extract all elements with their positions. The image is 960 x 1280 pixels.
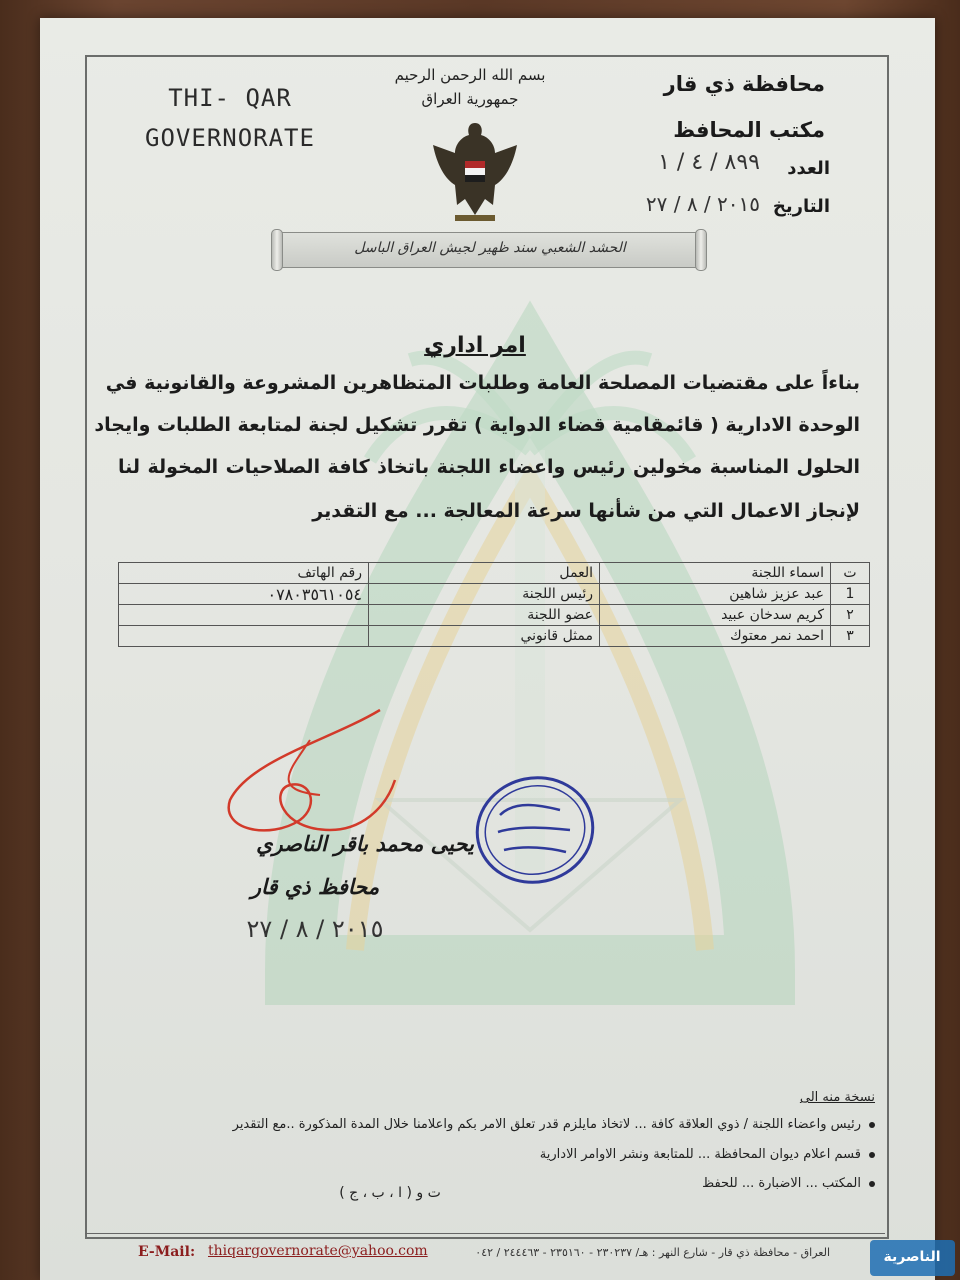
table-row xyxy=(119,626,870,647)
bullet-icon xyxy=(869,1152,875,1158)
bismillah: بسم الله الرحمن الرحيم xyxy=(394,66,546,84)
member-role: عضو اللجنة xyxy=(369,605,600,626)
copy-recipient-item xyxy=(140,1147,875,1162)
table-row xyxy=(119,584,870,605)
committee-table xyxy=(118,562,870,647)
copy-recipient-text: قسم اعلام ديوان المحافظة ... للمتابعة ونشر الاوامر الادارية xyxy=(539,1147,861,1162)
footer-address: العراق - محافظة ذي قار - شارع النهر : هـ/ ٢٣٠٢٣٧ - ٢٣٥١٦٠ - ٢٤٤٤٦٣ / ٠٤٢ xyxy=(475,1246,830,1259)
table-header-row xyxy=(119,563,870,584)
member-phone xyxy=(119,605,369,626)
member-role: ممثل قانوني xyxy=(369,626,600,647)
official-stamp xyxy=(470,770,600,890)
member-name: احمد نمر معتوك xyxy=(600,626,831,647)
header-job: العمل xyxy=(369,563,600,584)
order-body-line: الوحدة الادارية ( قائمقامية قضاء الدواية ) تقرر تشكيل لجنة لمتابعة الطلبات وايجاد xyxy=(94,414,860,436)
order-body-line: لإنجاز الاعمال التي من شأنها سرعة المعالجة ... مع التقدير xyxy=(312,500,860,522)
distribution-code: ت و ( ا ، ب ، ج ) xyxy=(339,1185,441,1201)
email-link[interactable]: thiqargovernorate@yahoo.com xyxy=(208,1243,428,1259)
governorate-english-name-text: THI- QAR GOVERNORATE xyxy=(145,84,315,152)
site-logo-text: الناصرية xyxy=(883,1249,941,1265)
signer-title: محافظ ذي قار xyxy=(250,875,380,899)
number-label: العدد xyxy=(787,158,830,179)
iraq-eagle-emblem-icon xyxy=(425,115,525,225)
governorate-arabic-name: محافظة ذي قار xyxy=(663,72,825,96)
slogan-text: الحشد الشعبي سند ظهير لجيش العراق الباسل xyxy=(354,240,626,256)
table-row xyxy=(119,605,870,626)
bullet-icon xyxy=(869,1181,875,1187)
signer-name: يحيى محمد باقر الناصري xyxy=(256,832,474,856)
member-phone xyxy=(119,626,369,647)
member-phone: ٠٧٨٠٣٥٦١٠٥٤ xyxy=(119,584,369,605)
date-label: التاريخ xyxy=(772,196,830,217)
row-index: 1 xyxy=(831,584,870,605)
governor-office: مكتب المحافظ xyxy=(673,118,825,142)
header-phone: رقم الهاتف xyxy=(119,563,369,584)
email-label: E-Mail: xyxy=(138,1244,196,1260)
row-index: ٢ xyxy=(831,605,870,626)
bullet-icon xyxy=(869,1122,875,1128)
copy-recipient-text: المكتب ... الاضبارة ... للحفظ xyxy=(702,1176,861,1191)
member-role: رئيس اللجنة xyxy=(369,584,600,605)
row-index: ٣ xyxy=(831,626,870,647)
document-title: امر اداري xyxy=(424,333,526,358)
copy-recipient-text: رئيس واعضاء اللجنة / ذوي العلاقة كافة ... لاتخاذ مايلزم قدر تعلق الامر بكم واعلامنا خلال المدة المذكورة ..مع التقدير xyxy=(232,1117,861,1132)
reference-number: ٨٩٩ / ٤ / ١ xyxy=(658,150,760,175)
issue-date: ٢٠١٥ / ٨ / ٢٧ xyxy=(645,192,760,216)
header-name: اسماء اللجنة xyxy=(600,563,831,584)
order-body-line: الحلول المناسبة مخولين رئيس واعضاء اللجنة باتخاذ كافة الصلاحيات المخولة لنا xyxy=(118,456,860,478)
republic-of-iraq: جمهورية العراق xyxy=(421,90,519,108)
copies-label: نسخة منه الى xyxy=(799,1090,875,1105)
copy-recipient-item xyxy=(140,1176,875,1191)
order-body-line: بناءاً على مقتضيات المصلحة العامة وطلبات المتظاهرين المشروعة والقانونية في xyxy=(105,372,860,394)
footer-divider xyxy=(85,1233,885,1234)
signature-date: ٢٠١٥ / ٨ / ٢٧ xyxy=(246,915,384,943)
governorate-english-name xyxy=(110,78,350,158)
member-name: عبد عزيز شاهين xyxy=(600,584,831,605)
member-name: كريم سدخان عبيد xyxy=(600,605,831,626)
header-index: ت xyxy=(831,563,870,584)
copy-recipient-item xyxy=(140,1117,875,1132)
